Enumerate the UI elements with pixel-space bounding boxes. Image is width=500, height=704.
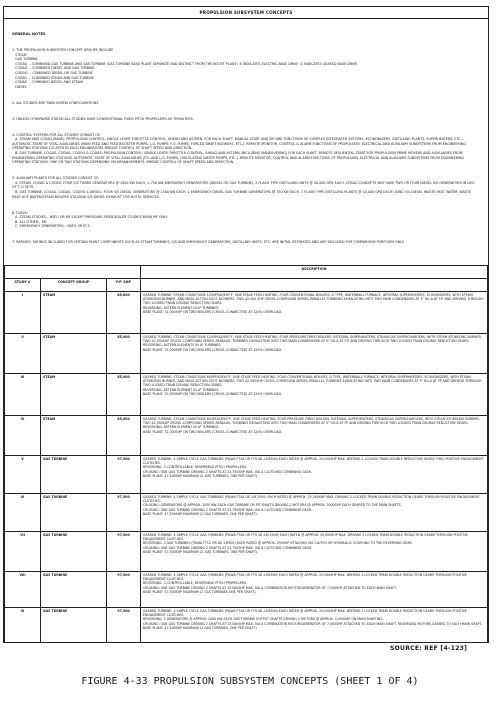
shp-value: 97,500 [107,456,141,494]
description-heading: DESCRIPTION [141,266,488,279]
study-description: GEARED TURBINE: STEAM CONDITIONS 1200PSIG/950°F, ONE STAGE FEED HEATING, FOUR PRESSURE FIRED BOILERS, INTEGRAL SUPERHEATERS, STEAM/GAS SUPERCHARGERS, WITH STEAM ATOMIZING BURNER, TWO 42,500SHP CROSS–COMPOUND SERIES–PARALLEL TURBINES EXHAUSTING INTO TWO MAIN CONDENSERS AT 3" HG.A AT F.P. AND DRIVING THROUGH TWO LOCKED TRAIN DOUBLE REDUCTION GEARS. REVERSING: ASTERN ELEMENTS IN LP TURBINES. BASE PLANT: 31,000SHP ON TWO BOILERS (CROSS–CONNECTED) AT 120% OVERLOAD. [141,334,488,374]
study-description: GEARED TURBINE: 4 SIMPLE CYCLE GAS TURBINES (P&WA FT4A GE–LM 2500) EACH RATED @ APPROX. 25,000SHP MAX. DRIVING 2–LOCKED TRAIN DOUBLE REDUCTION GEARS THROUGH POSITIVE ENGAGEMENT CLUTCHES. CRUISING: GENERATORS @ APPROX. 2000 KW EACH GAS TURBINE OR PIT SHAFTS DRIVING 2 MOTORS @ APPROX. 3000SHP EACH GEARED TO THE MAIN SHAFTS. CRUISING: ONE GAS TURBINE DRIVING 2 SHAFTS AT 23,750SHP MAX. VIA A CLUTCHED COMBINING GEAR. BASE PLANT: 47,500SHP MAXIMUM (2 GAS TURBINES, ONE PER SHAFT). [141,494,488,532]
shp-value: 97,500 [107,608,141,644]
concept-group: STEAM [41,416,107,456]
table-row [5,374,488,416]
study-number: VI [5,494,41,532]
shp-value: 97,500 [107,532,141,572]
study-number: III [5,374,41,416]
general-notes [4,19,488,256]
study-description: GEARED TURBINE: 4 SIMPLE CYCLE GAS TURBINES (P&WA FT4A OR FT9 GE–LM2500) EACH RATED @ APPROX. 25,000SHP MAX. DRIVING 2 LOCKED TRAIN DOUBLE REDUCTION GEARS THROUGH POSITIVE ENGAGEMENT CLUTCHES. REVERSING: 2 GENERATORS @ APPROX. 2000 KW EACH GAS TURBINE OUTPUT SHAFTS DRIVING 2 MOTORS @ APPROX. 5,000SHP ON MAIN SHAFTING. CRUISING: ONE GAS TURBINE DRIVING 2 SHAFTS AT 15,000SHP MAX. VIA A COMBINATION MOTOR/GENERATOR OF 7,000SHP ATTACHED TO EACH MAIN SHAFT. REVERSING MOTORS GEARED TO EACH MAIN SHAFT. BASE PLANT: 47,500SHP MAXIMUM (2 GAS TURBINES, ONE PER SHAFT). [141,608,488,644]
table-row [5,608,488,644]
study-description: GEARED TURBINE: 4 SIMPLE CYCLE GAS TURBINES (P&WA FT4A OR FT9 GE–LM2500) EACH RATED @ APPROX. 25,000SHP MAX. DRIVING 2–LOCKED TRAIN DOUBLE REDUCTION GEARS THRU POSITIVE ENGAGEMENT CLUTCHES. REVERSING: 2–CONTROLLABLE, REVERSIBLE PITCH PROPELLERS. CRUISING: ONE GAS TURBINE DRIVING 2 SHAFTS AT 23,750SHP MAX. VIA A CLUTCHED COMBINING GEAR. BASE PLANT: 47,500SHP MAXIMUM (2–GAS TURBINES, ONE PER SHAFT). [141,456,488,494]
study-number: II [5,334,41,374]
figure-caption: FIGURE 4-33 PROPULSION SUBSYSTEM CONCEPTS (SHEET 1 OF 4) [81,676,419,687]
table-description-row [5,266,488,279]
study-number: IV [5,416,41,456]
study-description: GEARED TURBINE: 4 SIMPLE CYCLE GAS TURBINES (P&WA FT4A OR FT9 GE–LM2500) EACH RATED @ APPROX. 25,000SHP MAX. DRIVING 2 LOCKED TRAIN DOUBLE REDUCTION GEARS THROUGH POSITIVE ENGAGEMENT CLUTCHES. REVERSING: 2–CONTROLLABLE, REVERSIBLE PITCH PROPELLERS. CRUISING: ONE GAS TURBINE DRIVING 2 SHAFTS AT 15,000SHP MAX. VIA A COMBINATION MOTOR/GENERATOR OF 7,000SHP ATTACHED TO EACH MAIN SHAFT. BASE PLANT: 47,500SHP MAXIMUM (2 GAS TURBINES ONE PER SHAFT). [141,572,488,608]
study-number: VII [5,532,41,572]
concept-group: GAS TURBINE [41,572,107,608]
concept-group: GAS TURBINE [41,456,107,494]
study-description: GEARED TURBINE: STEAM CONDITIONS 600PSIG/850°F, ONE STAGE FEED HEATING, FOUR PRESSURE FIRED BOILERS, INTEGRAL SUPERHEATERS, STEAM/GAS SUPERCHARGERS, WITH STEAM ATOMIZING BURNER, TWO 42,500SHP CROSS–COMPOUND SERIES–PARALLEL TURBINES EXHAUSTING INTO TWO MAIN CONDENSERS AT 3" HG.A AT FP AND DRIVING THROUGH TWO LOCKED TRAIN DOUBLE REDUCTION GEARS. REVERSING: ASTERN ELEMENT IN LP TURBINES. BASE PLANT: 31,000SHP ON TWO BOILERS (CROSS–CONNECTED) AT 120% OVERLOAD. [141,416,488,456]
table-header-row [5,279,488,292]
note-4: 4. CONTROL SYSTEMS FOR ALL STUDIES CONSIST OF: A. STEAM AND COSAG (BASE): PROPULSION CONTROL, SINGLE LEVER THROTTLE CONTROL, AHEAD AND ASTERN, FOR EACH SHAFT. MANUAL START AND SECURE FUNCTIONS OF COMPLEX INTEGRATED SYSTEMS, ECONOMIZERS, DISTILLING PLANTS, SUPERHEATERS, ETC... AUTOMATIC START OF VITAL AUXILIARIES (MAIN FEED AND FEED BOOSTER PUMPS, L.O. PUMPS, F.O. PUMPS, FORCED DRAFT BLOWERS, ETC.). REMOTE MONITOR, CONTROL & ALARM FUNCTIONS OF PROPULSION, ELECTRICAL AND AUXILIARY SUBSYSTEMS FROM ENGINEERING OPERATING STATIONS LOCATED IN EACH ENGINEROOM. BRIDGE CONTROL OF SHAFT SPEED AND DIRECTION. B. GAS TURBINE, COGAG, CODAG, CODOG & CODAS: PROPULSION CONTROL, SINGLE LEVER THROTTLE CONTROL, AHEAD AND ASTERN (INCLUDING MANEUVERING) FOR EACH SHAFT. REMOTE SEQUENTIAL START FOR PROPULSION PRIME MOVERS AND AUXILIARIES FROM ENGINEERING OPERATING STATIONS. AUTOMATIC START OF VITAL AUXILIARIES (F.O. AND L.O. PUMPS, CIRCULATING WATER PUMPS, ETC.). REMOTE MONITOR, CONTROL AND ALARM FUNCTIONS OF PROPULSION, ELECTRICAL AND AUXILIARY SUBSYSTEMS FROM ENGINEERING OPERATING STATIONS. ONE OR TWO STATIONS DEPENDING ON ARRANGEMENTS. BRIDGE CONTROL OF SHAFT SPEED AND DIRECTION. [12,132,466,165]
source-reference: SOURCE: REF [4-123] [390,645,468,652]
note-6: 6. FUELS: A. STEAM STUDIES – NSFO OR MF EXCEPT PRESSURE FIRED BOILER STUDIES BURN MF ONLY. B. ALL OTHER – MF. C. EMERGENCY GENERATORS – NSFO OR JP-5. [12,210,168,229]
table-row [5,494,488,532]
table-row [5,456,488,494]
study-number: I [5,292,41,334]
note-1: 1. THE PROPULSION SUBSYSTEM CONCEPT GROUPS INCLUDE STEAM GAS TURBINE COGAG – COMBINED GAS TURBINE AND GAS TURBINE (GAS TURBINE BASE PLANT SEPARATE AND DISTINCT FROM THE BOOST PLANT) :E INDICATES ELECTRIC BASE DRIVE :G INDICATES GEARED BASE DRIVE CODAG – COMBINED DIESEL AND GAS TURBINE CODOG – COMBINED DIESEL OR GAS TURBINE COSAG – COMBINED STEAM AND GAS TURBINE CODAS – COMBINED DIESEL AND STEAM DIESEL [12,47,358,89]
note-2: 2. ALL STUDIES ARE TWIN SCREW CONFIGURATIONS [12,100,99,105]
shp-value: 85,000 [107,292,141,334]
shp-value: 97,500 [107,572,141,608]
header-study: STUDY # [5,279,41,292]
table-row [5,334,488,374]
note-7: 7. RATINGS: RATINGS INCLUDED FOR CERTAIN PLANT COMPONENTS SUCH AS STEAM TURBINES, S/S AND EMERGENCY GENERATORS, DISTILLING UNITS, ETC. ARE INITIAL ESTIMATES AND ARE INCLUDED FOR COMPARISON PURPOSES ONLY. [12,240,405,245]
concept-group: STEAM [41,292,107,334]
study-number: IX [5,608,41,644]
studies-table [4,265,488,643]
study-description: GEARED TURBINE: STEAM CONDITIONS 600PSIG/850°F, ONE STAGE FEED HEATING, FOUR CONVENTIONAL BOILERS, D TYPE, WATERWALL FURNACE, INTEGRAL SUPERHEATERS, ECONOMIZERS, WITH STEAM ATOMIZING BURNER, AND MASS ACTION SOOT BLOWERS. TWO 42,500SHP CROSS–COMPOUND SERIES–PARALLEL TURBINES EXHAUSTING INTO TWO MAIN CONDENSERS AT 3" HG.A AT FP AND DRIVING THROUGH TWO LOCKED TRAIN DOUBLE REDUCTION GEARS. REVERSING: ASTERN ELEMENT IN LP TURBINES. BASE PLANT: 31,000SHP ON TWO BOILERS (CROSS–CONNECTED) AT 120% OVERLOAD. [141,374,488,416]
concept-group: GAS TURBINE [41,608,107,644]
study-description: GEARED TURBINE: 4 SIMPLE CYCLE GAS TURBINES (P&WA FT4A OR FT9 GE–LM 2500) EACH RATED @ APPROX. 25,000SHP MAX. DRIVING 2 LOCKED TRAIN DOUBLE REDUCTION GEARS THROUGH POSITIVE ENGAGEMENT CLUTCHES. REVERSING: 2 GAS TURBINES (P&WA FT12 OR GE–LM300) EACH RATED @ APPROX. 2500HP ATTACHED VIA CLUTCH OR HYDRAULIC COUPLING TO THE REVERSING GEAR. CRUISING: ONE GAS TURBINE DRIVING 2 SHAFTS AT 23,750SHP MAX. VIA A CLUTCHED COMBINING GEAR. BASE PLANT: 47,500SHP MAXIMUM (2–GAS TURBINES, ONE PER SHAFT). [141,532,488,572]
general-notes-heading: GENERAL NOTES [12,32,46,37]
concept-group: GAS TURBINE [41,532,107,572]
study-number: V [5,456,41,494]
table-row [5,532,488,572]
header-shp: P.P. SHP [107,279,141,292]
table-row [5,416,488,456]
table-row [5,292,488,334]
study-description: GEARED TURBINE: STEAM CONDITIONS 1200PSIG/950°F, ONE STAGE FEED HEATING, FOUR CONVENTIONAL BOILERS, D TYPE, WATERWALL FURNACE, INTEGRAL SUPERHEATERS, ECONOMIZERS, WITH STEAM ATOMIZING BURNER, AND MASS ACTION SOOT BLOWERS. TWO 42,500 SHP CROSS–COMPOUND SERIES–PARALLEL TURBINES EXHAUSTING INTO TWO MAIN CONDENSERS AT 3" HG.A AT F.P. AND DRIVING THROUGH TWO LOCKED TRAIN DOUBLE REDUCTION GEARS. REVERSING: ASTERN ELEMENT IN LP TURBINES. BASE PLANT: 31,000SHP ON TWO BOILERS (CROSS–CONNECTED) AT 120% OVERLOAD. [141,292,488,334]
shp-value: 85,000 [107,374,141,416]
concept-sheet [3,6,489,643]
shp-value: 85,000 [107,334,141,374]
shp-value: 97,500 [107,494,141,532]
note-5: 5. AUXILIARY PLANTS FOR ALL STUDIES CONSIST OF: A. STEAM, COSAG & CODAS: FOUR S/S TURBO GENERATORS @ 1500 KW EACH, 2–750 KW EMERGENCY GENERATORS (DIESEL OR GAS TURBINE). 2 FLASH TYPE DISTILLING UNITS @ 30,000 GPD EACH. COSAG CONCEPTS MAY HAVE TWO OR FOUR DIESEL S/S GENERATORS IN LIEU OF T–G SETS. B. GAS TURBINE, COGAG, CODAG, CODOG & DIESEL: FOUR S/S DIESEL GENERATORS @ 1500 KW EACH, 2 EMERGENCY DIESEL GAS TURBINE GENERATORS @ 750 KW EACH, 2 FLASH TYPE DISTILLING PLANTS @ 10,000 GPD EACH USING S/S DIESEL WASTE HEAT WATER. WASTE HEAT HOT WATER/STEAM BOILERS UTILIZING S/S DIESEL EXHAUST FOR HOTEL SERVICES. [12,176,475,199]
shp-value: 85,000 [107,416,141,456]
table-row [5,572,488,608]
note-3: 3. UNLESS OTHERWISE STATED ALL STUDIES HAVE CONVENTIONAL FIXED PITCH PROPELLERS AS THRUSTERS. [12,116,194,121]
concept-group: GAS TURBINE [41,494,107,532]
concept-group: STEAM [41,374,107,416]
study-number: VIII [5,572,41,608]
concept-group: STEAM [41,334,107,374]
header-concept-group: CONCEPT GROUP [41,279,107,292]
sheet-title: PROPULSION SUBSYSTEM CONCEPTS [4,7,488,19]
